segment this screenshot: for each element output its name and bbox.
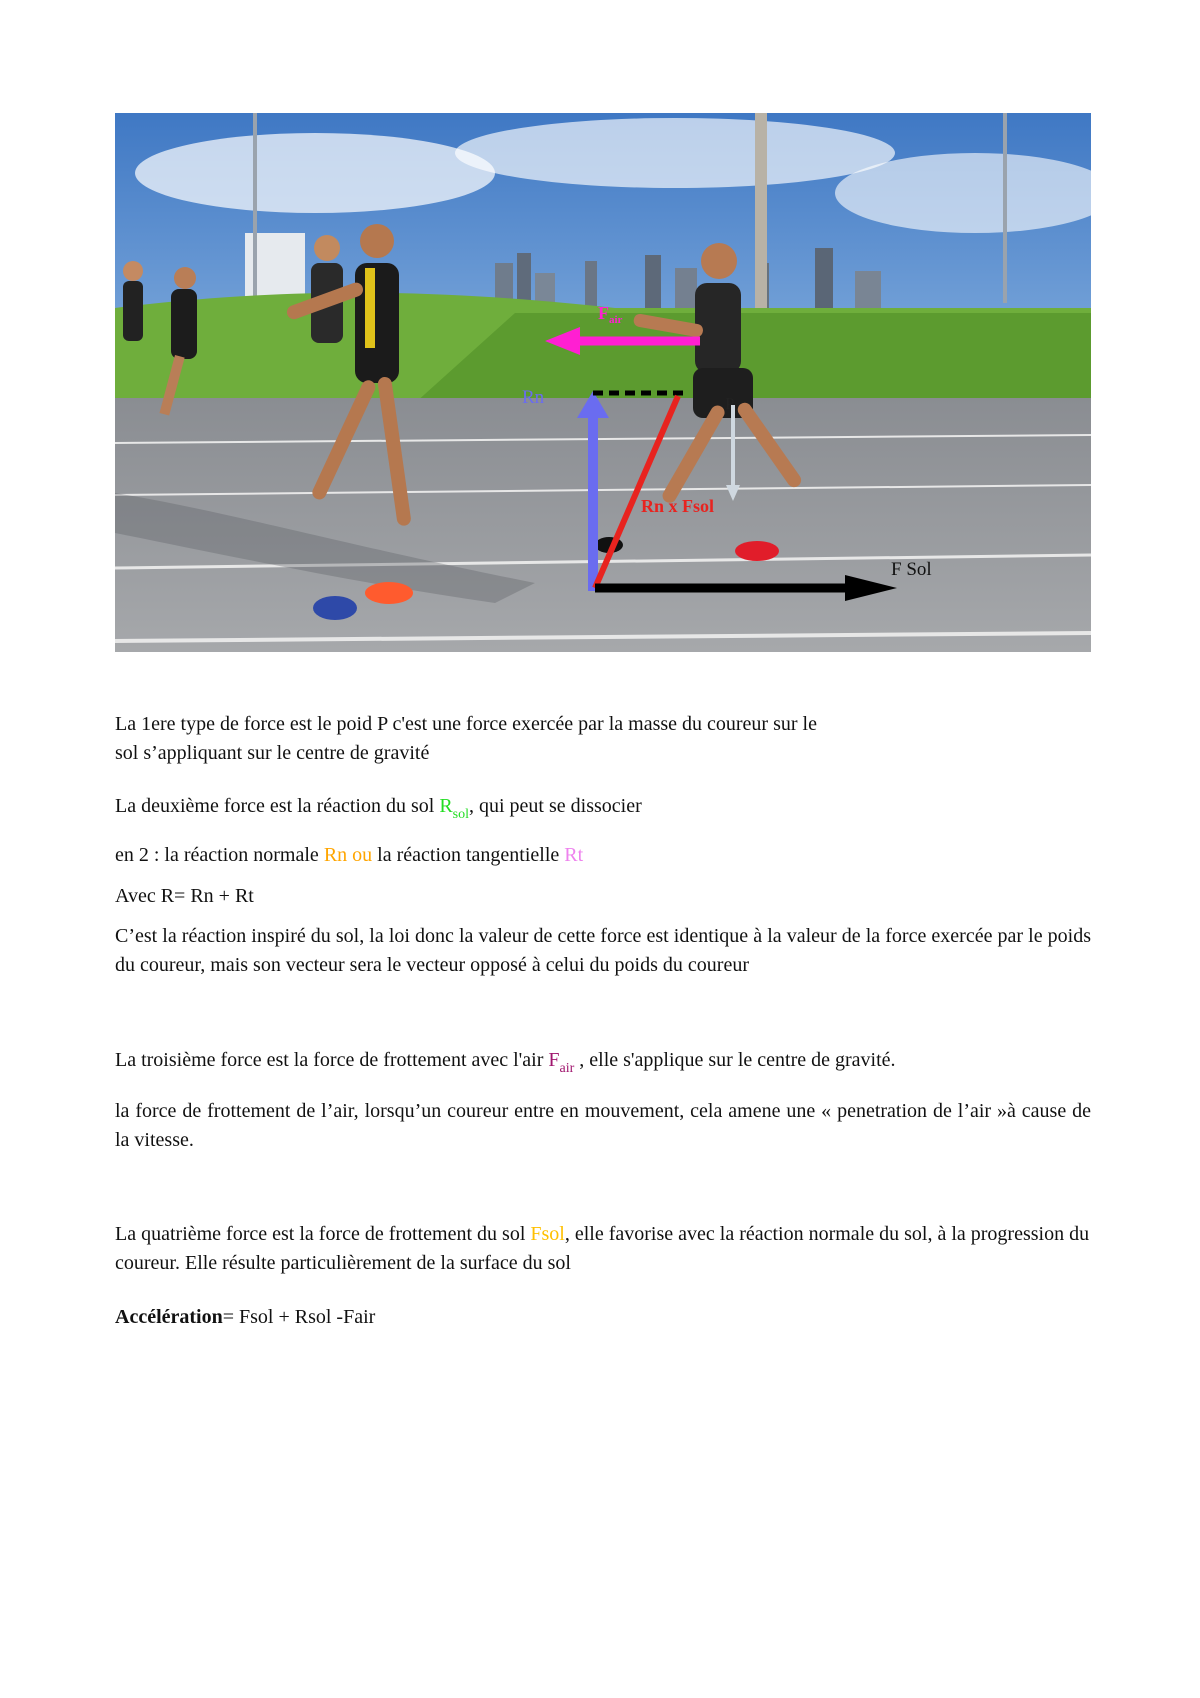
rsol-subscript: sol: [452, 807, 469, 822]
reaction-sol-text: La deuxième force est la réaction du sol: [115, 795, 440, 817]
rn-term: Rn ou: [323, 844, 378, 866]
fair-label: $F_{air}$: [598, 303, 623, 326]
poids-line-1: La 1ere type de force est le poid P c'est une force exercée par la masse du coureur sur le: [115, 713, 817, 735]
fsol-term: Fsol: [530, 1223, 565, 1245]
poids-line-2: sol s’appliquant sur le centre de gravité: [115, 742, 430, 764]
reaction-sol-text-end: , qui peut se dissocier: [469, 795, 642, 817]
paragraph-frottement-sol: [115, 1220, 1091, 1278]
fair-symbol: F: [548, 1049, 560, 1071]
paragraph-penetration: [115, 1097, 1091, 1155]
penetration-text: la force de frottement de l’air, lorsqu’un coureur entre en mouvement, cela amene une « penetration de l’air »à cause de la vitesse.: [115, 1100, 1091, 1151]
frottement-air-text-end: , elle s'applique sur le centre de gravité.: [574, 1049, 896, 1071]
rt-term: Rt: [564, 844, 584, 866]
acceleration-label: Accélération: [115, 1306, 223, 1328]
dissociation-text: en 2 : la réaction normale: [115, 844, 324, 866]
fsol-label: F Sol: [891, 559, 932, 580]
paragraph-frottement-air: [115, 1046, 1091, 1075]
paragraph-dissociation: [115, 841, 1091, 870]
formula-r: Avec R= Rn + Rt: [115, 885, 254, 907]
p-label: P: [725, 394, 735, 413]
frottement-sol-text: La quatrième force est la force de frottement du sol: [115, 1223, 531, 1245]
dissociation-mid: la réaction tangentielle: [377, 844, 565, 866]
acceleration-formula: = Fsol + Rsol -Fair: [222, 1306, 376, 1328]
frottement-sol-text-end: , elle favorise avec la réaction normale du sol, à la progression du coureur. Elle résulte particulièrement de la surface du sol: [115, 1223, 1090, 1274]
paragraph-formula: [115, 882, 1091, 911]
paragraph-acceleration: [115, 1303, 1091, 1332]
paragraph-poids: [115, 710, 1091, 768]
fair-subscript: air: [559, 1061, 575, 1076]
runners-photo: [115, 113, 1091, 652]
paragraph-reaction-sol: [115, 792, 1091, 821]
rsol-symbol: R: [439, 795, 453, 817]
paragraph-explication: [115, 922, 1091, 980]
frottement-air-text: La troisième force est la force de frottement avec l'air: [115, 1049, 549, 1071]
rn-label: Rn: [522, 387, 545, 408]
explication-text: C’est la réaction inspiré du sol, la loi donc la valeur de cette force est identique à la valeur de la force exercée par le poids du coureur, mais son vecteur sera le vecteur opposé à celui du poids du coureur: [115, 925, 1091, 976]
resultant-label: Rn x Fsol: [641, 496, 715, 516]
